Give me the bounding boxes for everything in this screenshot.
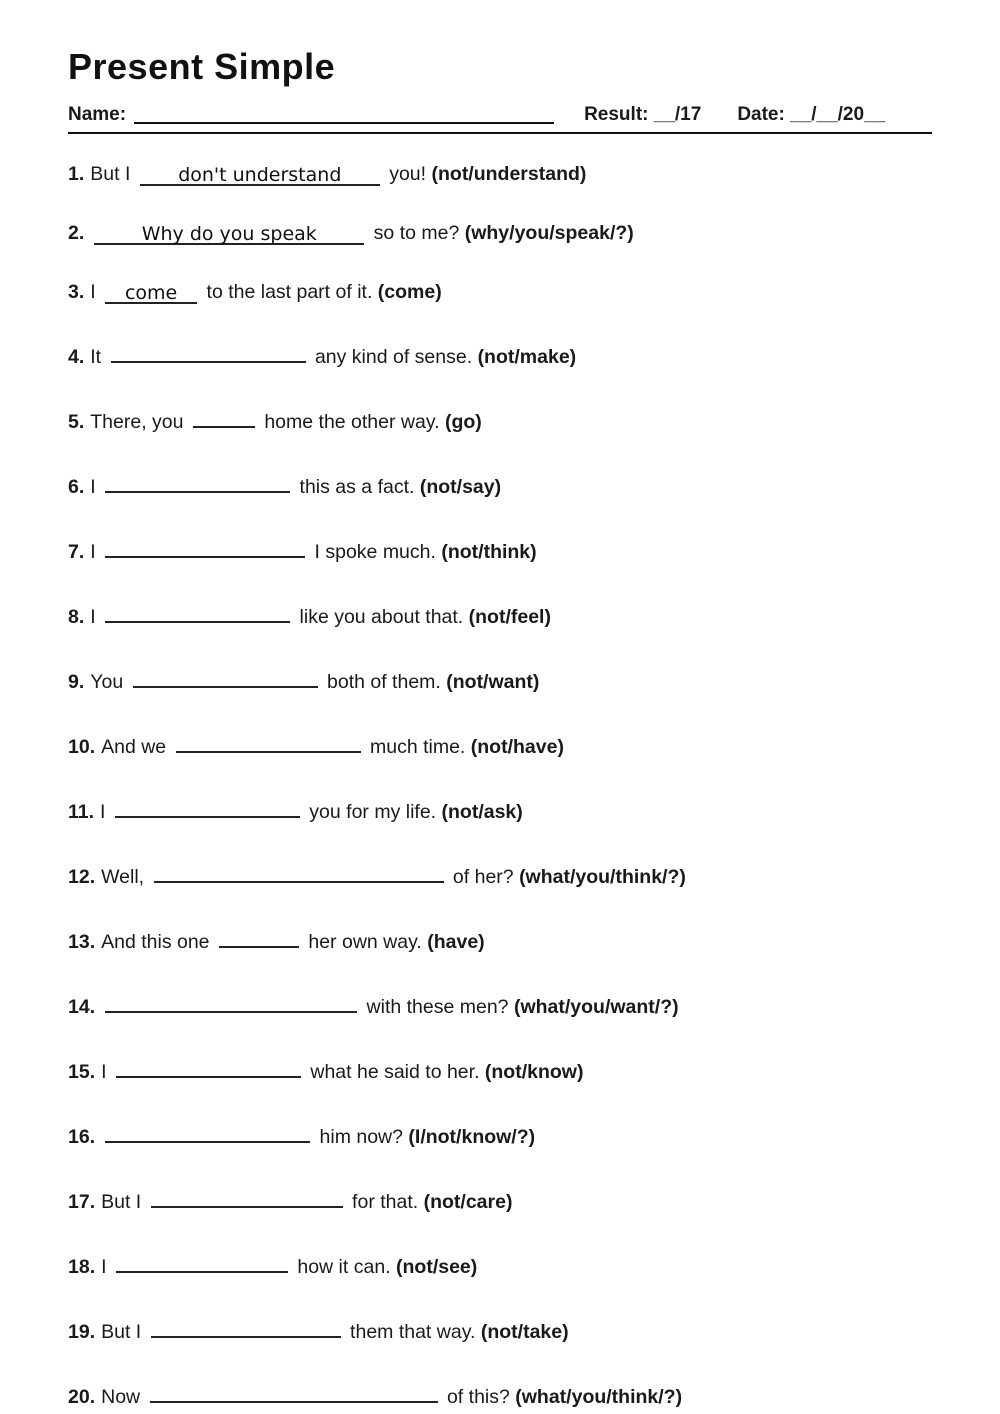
exercise-hint: (go) [444,411,482,433]
exercise-number: 8. [68,606,85,628]
exercise-text: any kind of sense. [309,346,478,368]
exercise-hint: (not/see) [396,1256,478,1278]
exercise-text: I [90,541,102,563]
answer-blank[interactable] [176,729,361,753]
exercise-number: 12. [68,866,96,888]
exercise-number: 4. [68,346,85,368]
answer-blank[interactable] [105,599,290,623]
answer-blank[interactable] [105,989,357,1013]
exercise-text: with these men? [361,996,514,1018]
answer-blank[interactable] [151,1314,341,1338]
exercise-text: I [100,801,111,823]
exercise-number: 11. [68,801,95,823]
exercise-text: of her? [447,866,520,888]
exercise-text: I spoke much. [309,541,442,563]
exercise-number: 17. [68,1191,96,1213]
exercise-hint: (not/have) [470,736,564,758]
exercise-text: I [90,281,102,303]
exercise-number: 7. [68,541,85,563]
exercise-text: Now [101,1386,146,1408]
exercise-row [68,1314,932,1344]
answer-blank[interactable] [193,404,255,428]
exercise-number: 10. [68,736,96,758]
answer-blank[interactable] [105,280,197,304]
exercise-text: to the last part of it. [201,281,378,303]
exercise-text: much time. [364,736,471,758]
result-label: Result: [584,104,649,125]
exercise-hint: (not/take) [480,1321,569,1343]
exercise-number: 9. [68,671,85,693]
answer-blank[interactable] [105,1119,310,1143]
exercise-hint: (have) [427,931,485,953]
exercise-text: them that way. [344,1321,481,1343]
exercise-row [68,1119,932,1149]
exercise-row [68,599,932,629]
exercise-text: of this? [441,1386,516,1408]
exercise-hint: (come) [377,281,442,303]
exercise-row [68,794,932,824]
exercise-text: both of them. [321,671,447,693]
exercise-text: I [101,1061,112,1083]
result-field [584,104,701,126]
exercise-text: It [90,346,107,368]
exercise-hint: (I/not/know/?) [408,1126,536,1148]
exercise-row [68,280,932,304]
exercise-text: You [90,671,129,693]
exercise-text: Well, [101,866,150,888]
exercise-hint: (not/understand) [431,163,587,185]
exercise-text: But I [101,1191,147,1213]
name-label: Name: [68,104,127,125]
exercise-row [68,924,932,954]
answer-blank[interactable] [116,1249,288,1273]
exercise-row [68,1054,932,1084]
exercise-number: 5. [68,411,85,433]
exercise-number: 16. [68,1126,96,1148]
answer-blank[interactable] [133,664,318,688]
exercise-number: 15. [68,1061,96,1083]
exercise-text: you for my life. [303,801,442,823]
exercise-text: But I [101,1321,147,1343]
exercise-hint: (not/want) [446,671,540,693]
answer-blank[interactable] [140,162,380,186]
exercise-text: There, you [90,411,189,433]
exercise-text: I [90,476,102,498]
exercise-row [68,1249,932,1279]
exercise-row [68,1184,932,1214]
exercise-number: 2. [68,222,85,244]
exercise-text: him now? [314,1126,409,1148]
exercise-number: 20. [68,1386,96,1408]
exercise-text: for that. [346,1191,424,1213]
exercise-hint: (what/you/think/?) [515,1386,683,1408]
answer-blank[interactable] [116,1054,301,1078]
page-title: Present Simple [68,46,336,87]
exercise-row [68,729,932,759]
exercise-row [68,404,932,434]
exercise-row [68,339,932,369]
exercise-text: her own way. [302,931,428,953]
date-label: Date: [737,104,785,125]
answer-blank[interactable] [105,534,305,558]
exercise-list [68,162,932,1409]
exercise-row [68,534,932,564]
exercise-number: 19. [68,1321,96,1343]
exercise-row [68,162,932,186]
date-value[interactable]: __/__/20__ [790,104,886,125]
exercise-number: 3. [68,281,85,303]
exercise-hint: (what/you/think/?) [519,866,686,888]
exercise-row [68,469,932,499]
exercise-text: how it can. [291,1256,397,1278]
exercise-text: so to me? [368,222,465,244]
answer-blank[interactable] [219,924,299,948]
worksheet-header [68,102,932,126]
exercise-hint: (what/you/want/?) [513,996,679,1018]
exercise-number: 18. [68,1256,96,1278]
exercise-hint: (not/make) [477,346,577,368]
answer-blank[interactable] [150,1379,438,1403]
exercise-text: this as a fact. [294,476,420,498]
exercise-row [68,664,932,694]
exercise-row [68,989,932,1019]
answer-text: come [124,282,178,304]
date-field [737,104,885,126]
answer-blank[interactable] [111,339,306,363]
answer-blank[interactable] [94,221,364,245]
exercise-row [68,1379,932,1409]
exercise-text: home the other way. [258,411,445,433]
exercise-hint: (not/know) [484,1061,584,1083]
exercise-text: I [90,606,102,628]
exercise-text: And we [101,736,172,758]
exercise-hint: (not/ask) [441,801,523,823]
answer-blank[interactable] [154,859,444,883]
exercise-text: But I [90,163,136,185]
answer-blank[interactable] [115,794,300,818]
exercise-hint: (why/you/speak/?) [464,222,634,244]
exercise-row [68,859,932,889]
answer-text: Why do you speak [141,223,317,245]
exercise-text: what he said to her. [304,1061,485,1083]
exercise-row [68,221,932,245]
exercise-text: And this one [101,931,215,953]
exercise-number: 6. [68,476,85,498]
exercise-number: 13. [68,931,96,953]
exercise-text: like you about that. [294,606,469,628]
answer-text: don't understand [178,164,342,186]
exercise-text: I [101,1256,112,1278]
exercise-hint: (not/care) [423,1191,513,1213]
exercise-number: 1. [68,163,85,185]
exercise-text: you! [383,163,432,185]
result-value[interactable]: __/17 [653,104,702,125]
header-rule [68,132,932,134]
name-line[interactable] [134,102,554,124]
exercise-hint: (not/feel) [468,606,551,628]
answer-blank[interactable] [151,1184,343,1208]
exercise-hint: (not/say) [419,476,502,498]
exercise-number: 14. [68,996,96,1018]
exercise-hint: (not/think) [441,541,537,563]
answer-blank[interactable] [105,469,290,493]
